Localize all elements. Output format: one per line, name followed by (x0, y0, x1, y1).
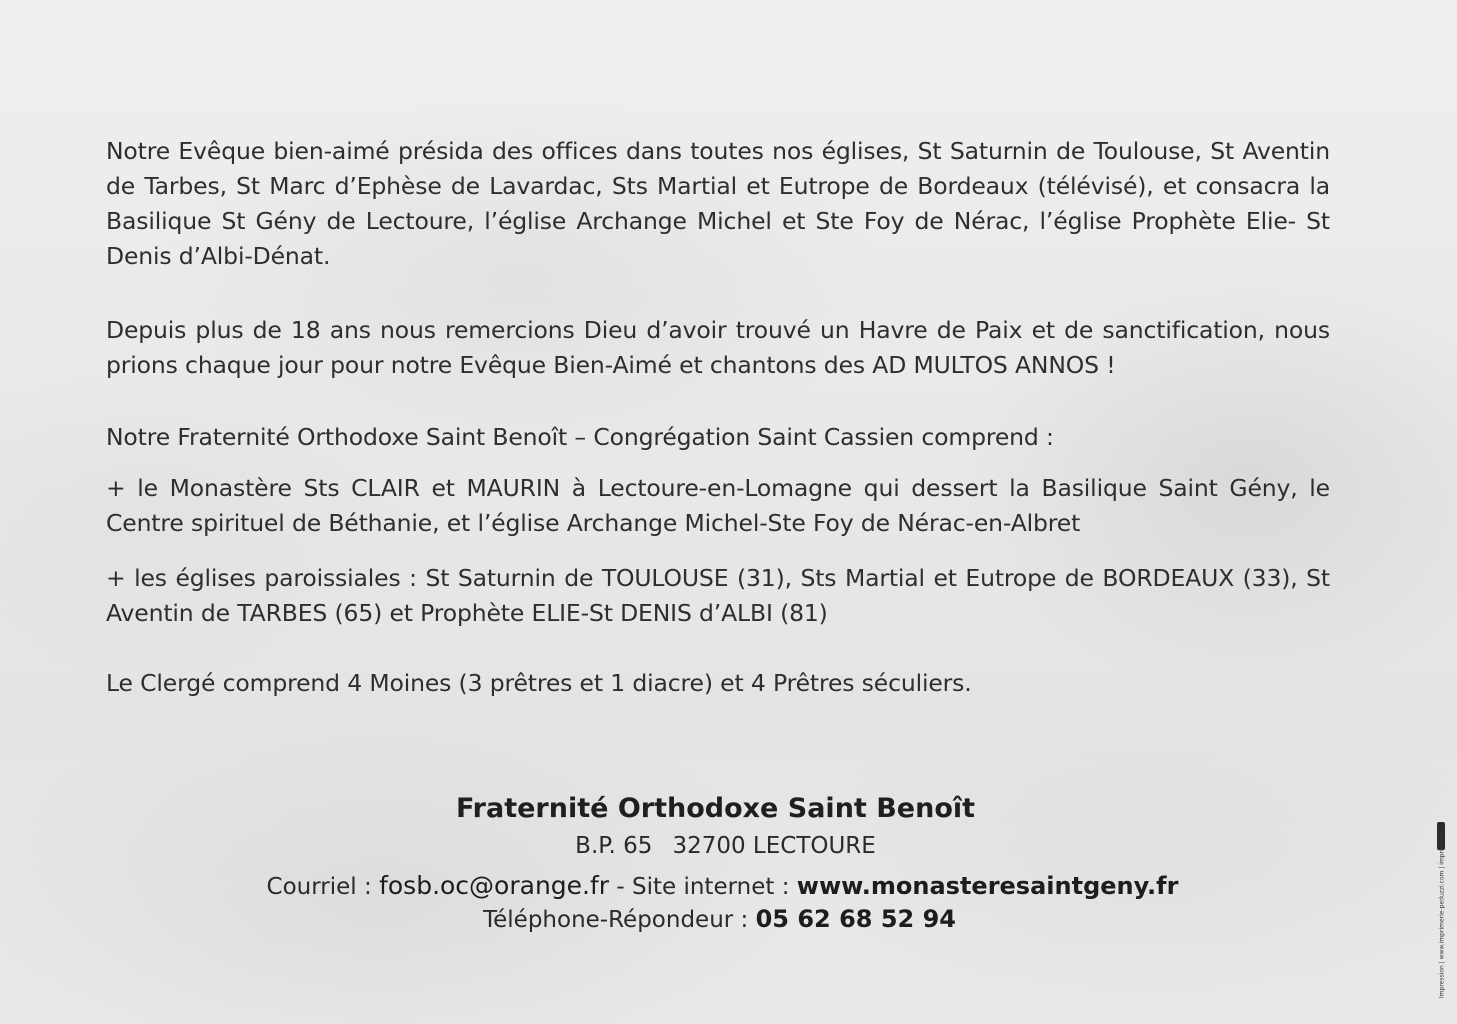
email-link[interactable]: fosb.oc@orange.fr (379, 871, 610, 900)
paragraph-monastery: + le Monastère Sts CLAIR et MAURIN à Lectoure-en-Lomagne qui dessert la Basilique Saint Gény, le Centre spirituel de Béthanie, et l’église Archange Michel-Ste Foy de Nérac-en-Albret (106, 474, 1330, 537)
paragraph-parish-churches: + les églises paroissiales : St Saturnin de TOULOUSE (31), Sts Martial et Eutrope de BORDEAUX (33), St Aventin de TARBES (65) et Prophète ELIE-St DENIS d’ALBI (81) (106, 564, 1330, 627)
paragraph-bishop-offices: Notre Evêque bien-aimé présida des offices dans toutes nos églises, St Saturnin de Toulouse, St Aventin de Tarbes, St Marc d’Ephèse de Lavardac, Sts Martial et Eutrope de Bordeaux (télévisé), et consacra la Basilique St Gény de Lectoure, l’église Archange Michel et Ste Foy de Nérac, l’église Prophète Elie- St Denis d’Albi-Dénat. (106, 137, 1330, 270)
printer-mark (1432, 830, 1452, 1000)
website-link[interactable]: www.monasteresaintgeny.fr (796, 872, 1179, 900)
printer-mark-text: Impression | www.imprimerie-peduzzi.com | imprimerie (1438, 831, 1446, 999)
website-label: - Site internet : (609, 874, 797, 900)
phone-label: Téléphone-Répondeur : (482, 907, 756, 933)
footer-bp: B.P. 65 (575, 833, 653, 859)
footer-phone-line (0, 905, 1448, 933)
footer-contact-line (0, 871, 1451, 900)
footer-postcode-city: 32700 LECTOURE (672, 833, 876, 859)
footer-organization-name: Fraternité Orthodoxe Saint Benoît (455, 793, 976, 824)
email-label: Courriel : (266, 874, 380, 900)
paragraph-clergy: Le Clergé comprend 4 Moines (3 prêtres et 1 diacre) et 4 Prêtres séculiers. (106, 669, 972, 697)
paragraph-fraternity-intro: Notre Fraternité Orthodoxe Saint Benoît – Congrégation Saint Cassien comprend : (106, 423, 1054, 451)
footer-address (0, 833, 1454, 859)
phone-number: 05 62 68 52 94 (755, 905, 957, 933)
paragraph-thanksgiving: Depuis plus de 18 ans nous remercions Dieu d’avoir trouvé un Havre de Paix et de sanctification, nous prions chaque jour pour notre Evêque Bien-Aimé et chantons des AD MULTOS ANNOS ! (106, 316, 1330, 379)
